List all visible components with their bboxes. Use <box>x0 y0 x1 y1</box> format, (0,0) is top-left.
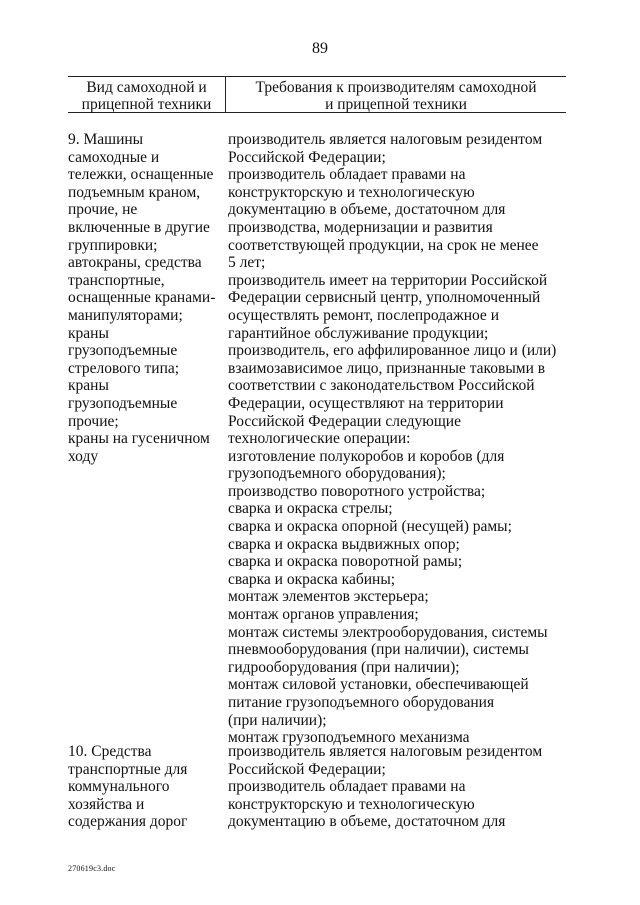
text-line: производство поворотного устройства; <box>228 482 486 500</box>
page-number: 89 <box>312 40 328 57</box>
text-line: соответствии с законодательством Российской <box>228 377 535 395</box>
text-line: конструкторскую и технологическую <box>228 183 475 201</box>
text-line: тележки, оснащенные <box>68 166 214 184</box>
text-line: технологические операции: <box>228 430 411 448</box>
text-line: (при наличии); <box>228 711 327 729</box>
header-line: и прицепной техники <box>325 96 467 113</box>
text-line: включенные в другие <box>68 218 210 236</box>
text-line: содержания дорог <box>68 813 188 831</box>
text-line: краны <box>68 324 109 342</box>
text-line: монтаж силовой установки, обеспечивающей <box>228 676 529 694</box>
text-line: производитель обладает правами на <box>228 166 466 184</box>
text-line: группировки; <box>68 236 158 254</box>
text-line: монтаж системы электрооборудования, системы <box>228 623 548 641</box>
table-header-top-rule <box>68 76 566 77</box>
text-line: самоходные и <box>68 148 160 166</box>
text-line: оснащенные кранами- <box>68 289 216 307</box>
text-line: стрелового типа; <box>68 359 180 377</box>
text-line: производитель является налоговым резидентом <box>228 743 543 760</box>
text-line: грузоподъемные <box>68 342 178 360</box>
text-line: Российской Федерации; <box>228 760 386 778</box>
text-line: документацию в объеме, достаточном для <box>228 201 506 219</box>
text-line: гидрооборудования (при наличии); <box>228 658 460 676</box>
text-line: грузоподъемные <box>68 394 178 412</box>
text-line: краны <box>68 377 109 395</box>
text-line: коммунального <box>68 778 170 796</box>
text-line: производитель является налоговым резидентом <box>228 131 543 148</box>
text-line: грузоподъемного оборудования); <box>228 465 446 483</box>
text-line: производитель обладает правами на <box>228 778 466 796</box>
text-line: производитель, его аффилированное лицо и (или) <box>228 342 557 360</box>
text-line: манипуляторами; <box>68 306 183 324</box>
text-line: прочие; <box>68 412 119 430</box>
text-line: хозяйства и <box>68 795 145 813</box>
row-10-vehicle-type <box>68 743 224 831</box>
header-line: Вид самоходной и <box>86 79 207 96</box>
text-line: 10. Средства <box>68 743 152 760</box>
text-line: краны на гусеничном <box>68 430 210 448</box>
text-line: автокраны, средства <box>68 254 202 272</box>
text-line: подъемным краном, <box>68 183 201 201</box>
text-line: Федерации сервисный центр, уполномоченный <box>228 289 541 307</box>
text-line: изготовление полукоробов и коробов (для <box>228 447 505 465</box>
table-header-requirements <box>226 79 566 113</box>
row-9-requirements <box>228 131 566 747</box>
text-line: сварка и окраска опорной (несущей) рамы; <box>228 518 512 536</box>
text-line: соответствующей продукции, на срок не менее <box>228 236 539 254</box>
text-line: конструкторскую и технологическую <box>228 795 475 813</box>
text-line: монтаж грузоподъемного механизма <box>228 729 470 747</box>
text-line: 5 лет; <box>228 254 266 272</box>
text-line: пневмооборудования (при наличии), системы <box>228 641 529 659</box>
row-10-requirements <box>228 743 566 831</box>
text-line: Российской Федерации; <box>228 148 386 166</box>
text-line: производитель имеет на территории Российской <box>228 271 548 289</box>
text-line: Федерации, осуществляют на территории <box>228 394 504 412</box>
header-line: Требования к производителям самоходной <box>255 79 537 96</box>
table-header-vehicle-type <box>68 79 225 113</box>
text-line: документацию в объеме, достаточном для <box>228 813 506 831</box>
text-line: 9. Машины <box>68 131 144 148</box>
document-footer-filename: 270619c3.doc <box>68 864 116 873</box>
text-line: монтаж органов управления; <box>228 606 419 624</box>
text-line: сварка и окраска выдвижных опор; <box>228 535 460 553</box>
text-line: Российской Федерации следующие <box>228 412 461 430</box>
text-line: сварка и окраска стрелы; <box>228 500 393 518</box>
text-line: гарантийное обслуживание продукции; <box>228 324 489 342</box>
text-line: сварка и окраска поворотной рамы; <box>228 553 463 571</box>
text-line: сварка и окраска кабины; <box>228 570 396 588</box>
text-line: питание грузоподъемного оборудования <box>228 694 495 711</box>
text-line: транспортные, <box>68 271 165 289</box>
text-line: ходу <box>68 447 99 465</box>
row-9-vehicle-type <box>68 131 224 465</box>
text-line: производства, модернизации и развития <box>228 218 493 236</box>
header-line: прицепной техники <box>81 96 212 113</box>
text-line: монтаж элементов экстерьера; <box>228 588 429 606</box>
text-line: взаимозависимое лицо, признанные таковыми в <box>228 359 546 377</box>
text-line: прочие, не <box>68 201 138 219</box>
text-line: осуществлять ремонт, послепродажное и <box>228 306 499 324</box>
text-line: транспортные для <box>68 760 188 778</box>
